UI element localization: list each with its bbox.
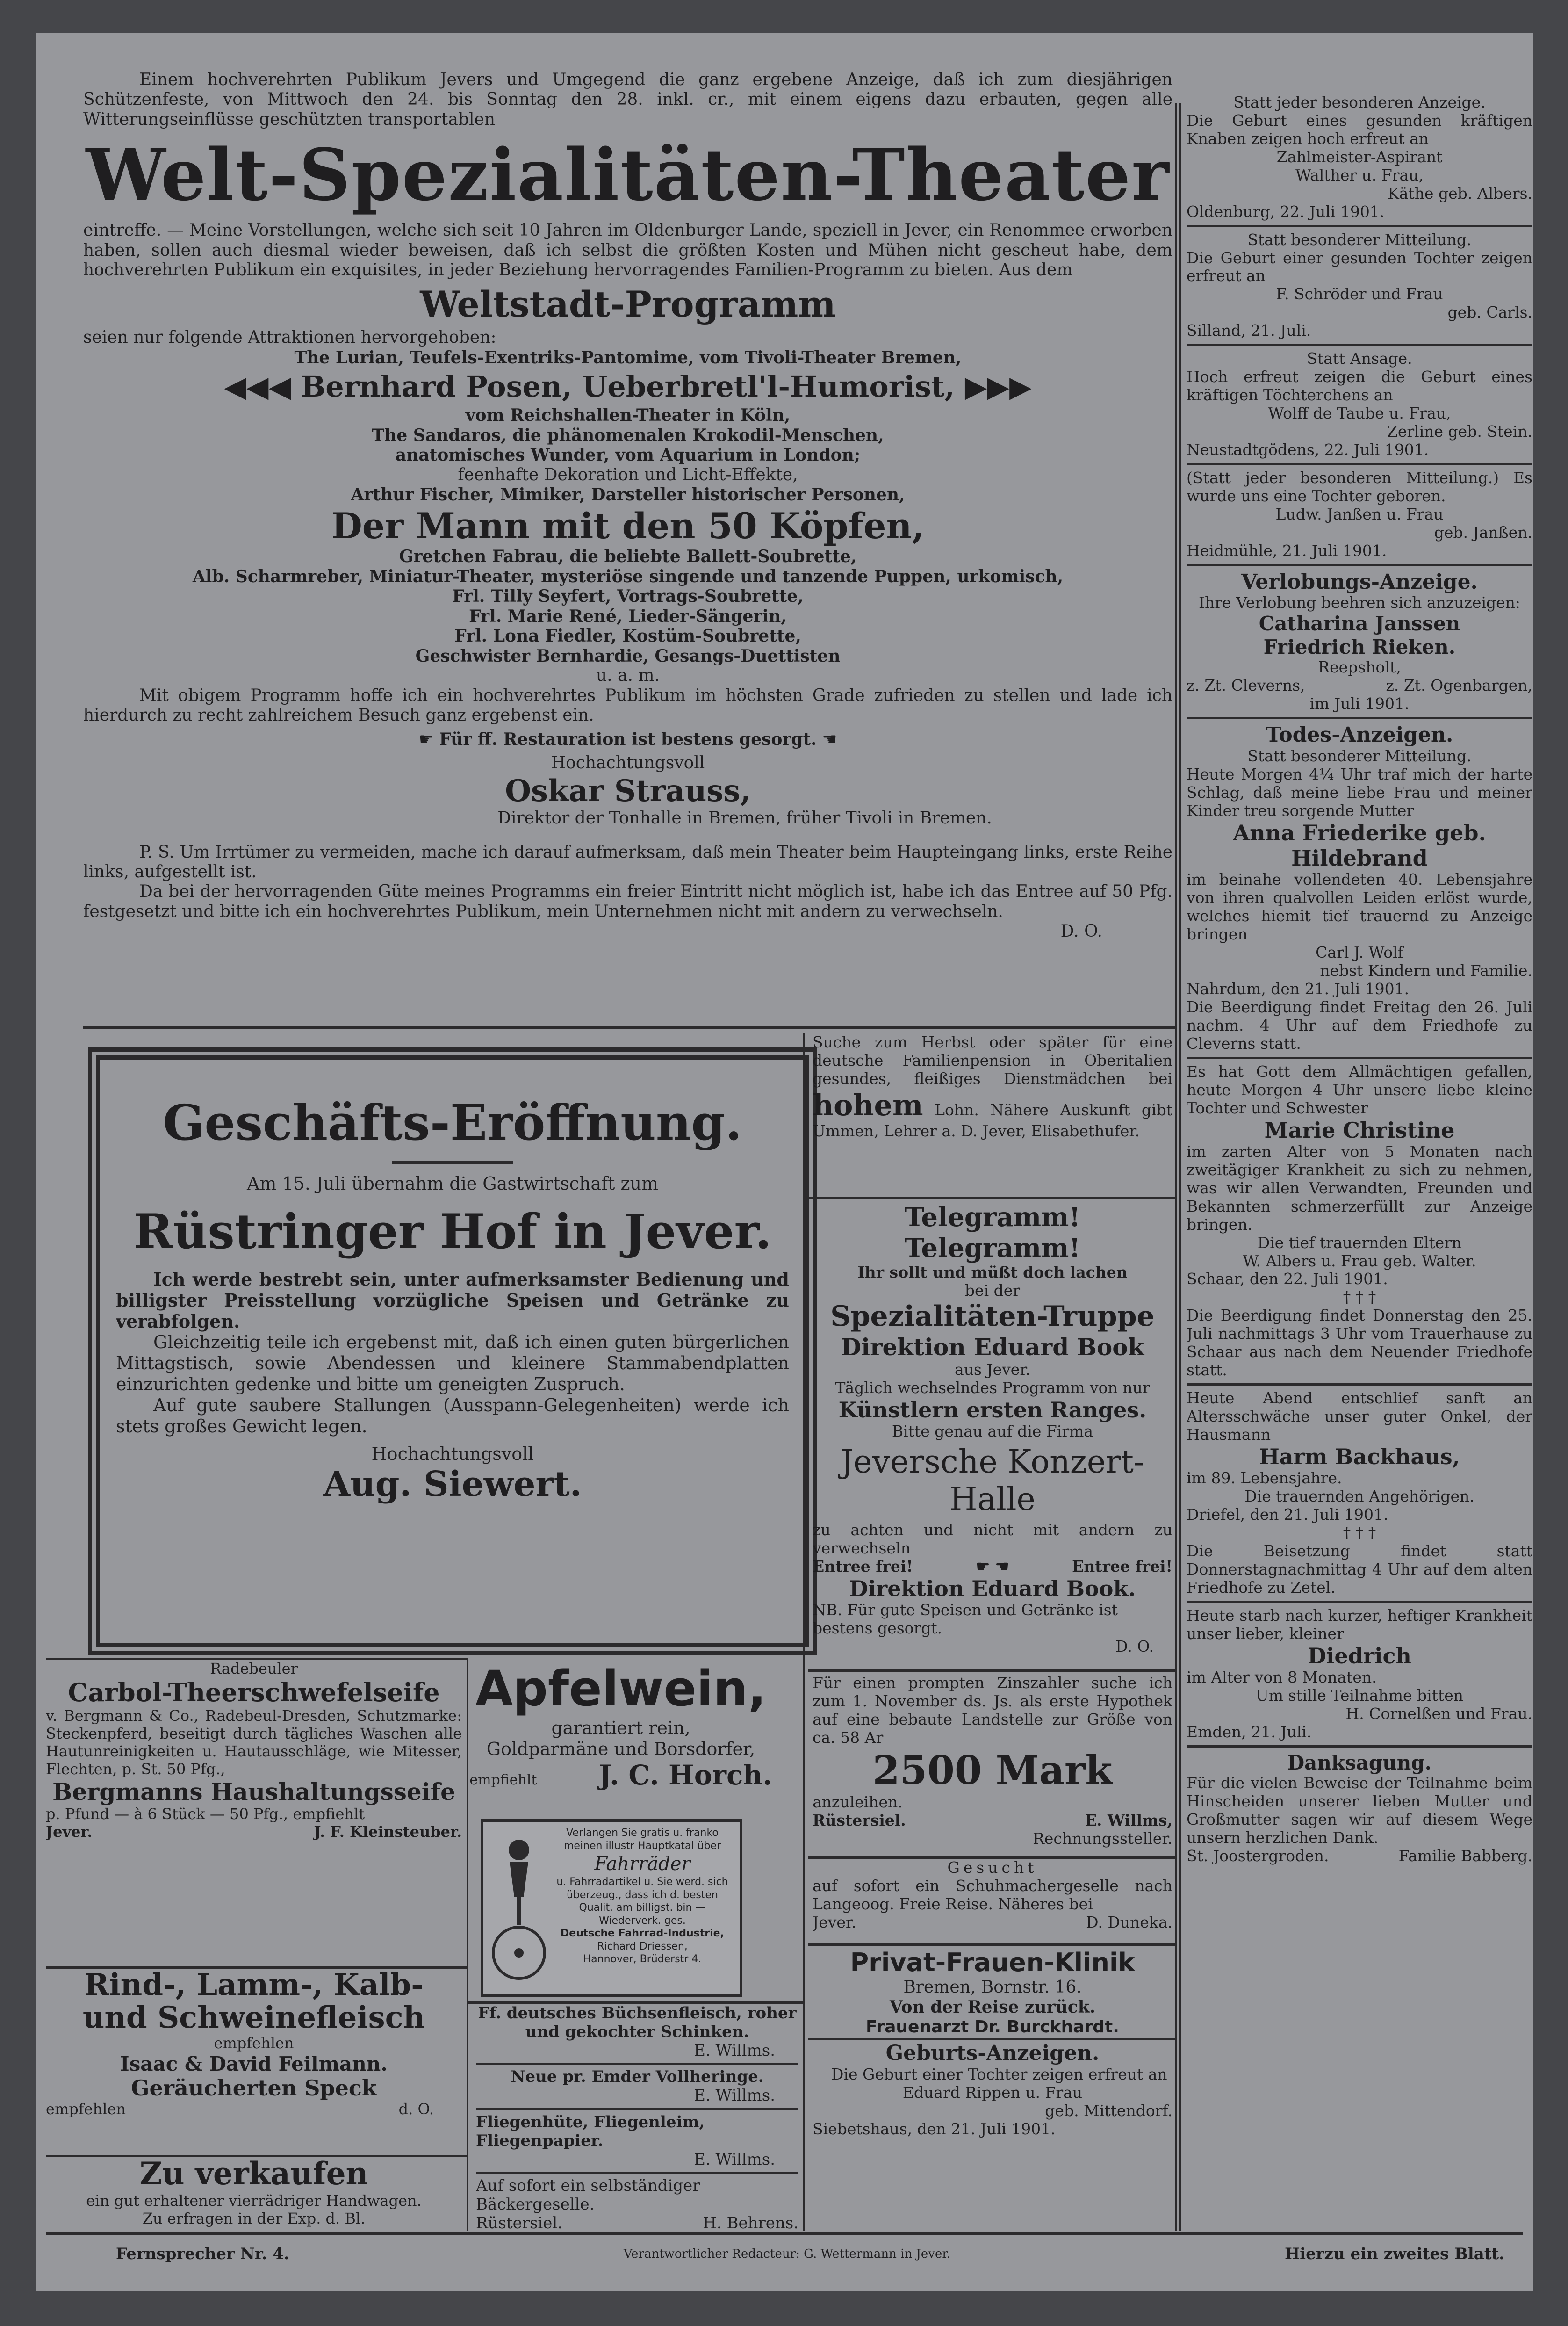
right-divider [1187, 344, 1532, 346]
telegramm-kuenstler: Künstlern ersten Ranges. [838, 1397, 1147, 1423]
mid-column-rule [803, 1033, 805, 2231]
geburt-place: Siebetshaus, den 21. Juli 1901. [813, 2119, 1056, 2138]
column-rule-main [1175, 103, 1177, 2231]
right-divider [1187, 463, 1532, 465]
fleisch-emp2: empfehlen [46, 2100, 126, 2118]
christine-text: Es hat Gott dem Allmächtigen gefallen, heute Morgen 4 Uhr unsere liebe kleine Tochter und Schwester [1187, 1062, 1532, 1117]
willms-ads [476, 2004, 798, 2233]
apfelwein-ad [439, 1660, 803, 1828]
right-divider [1187, 1745, 1532, 1748]
christine-text2: im zarten Alter von 5 Monaten nach zweitägiger Krankheit zu sich zu nehmen, was wir allen Verwandten, Freunden und Bekannten schmerzerfüllt zur Anzeige bringen. [1187, 1142, 1532, 1234]
r2-text: Die Geburt einer gesunden Tochter zeigen erfreut an [1187, 248, 1532, 285]
willms-a3: Fliegenhüte, Fliegenleim, Fliegenpapier. [476, 2112, 705, 2150]
attraction-line-posen [83, 369, 1172, 404]
attraction-list [83, 348, 1172, 686]
apfelwein-row [439, 1759, 803, 1791]
theater-sig-title: Direktor der Tonhalle in Bremen, früher Tivoli in Bremen. [497, 809, 992, 828]
verkaufen-text: ein gut erhaltener vierrädriger Handwagen. [86, 2191, 422, 2210]
verlobung-b: z. Zt. Ogenbargen, [1386, 676, 1532, 695]
attraction-line: Frl. Marie René, Lieder-Sängerin, [469, 606, 787, 626]
gesucht-place: Jever. [813, 1913, 856, 1931]
attraction-line: The Sandaros, die phänomenalen Krokodil-Menschen, [372, 425, 884, 445]
willms-a1: Ff. deutsches Büchsenfleisch, roher und gekochter Schinken. [478, 2004, 797, 2042]
carbol-ad [46, 1660, 462, 1969]
verlobung-row [1187, 677, 1532, 695]
verlobung-n1: Catharina Janssen [1259, 612, 1460, 636]
geburt-head: Geburts-Anzeigen. [885, 2041, 1100, 2065]
geschaeft-p2: Gleichzeitig teile ich ergebenst mit, daß ich einen guten bürgerlichen Mittagstisch, sowie Abendessen und kleinere Stammabendplatten einzurichten gedenke und bitte um geneigten Zuspruch. [116, 1332, 789, 1395]
right-divider [1187, 1057, 1532, 1059]
christine-sig: Die tief trauernden Eltern [1257, 1233, 1462, 1252]
backhaus-text2: Die Beisetzung findet statt Donnerstagnachmittag 4 Uhr auf dem alten Friedhofe zu Zetel. [1187, 1541, 1532, 1596]
verlobung-a: z. Zt. Cleverns, [1187, 676, 1305, 695]
dank-block [1187, 1751, 1532, 1865]
attraction-line: Frl. Lona Fiedler, Kostüm-Soubrette, [454, 626, 801, 646]
telegramm-sig: D. O. [1115, 1637, 1154, 1656]
behrens-row [476, 2214, 798, 2232]
willms-s1: E. Willms. [694, 2041, 775, 2060]
bicycle-illustration [491, 1831, 547, 1986]
backhaus-age: im 89. Lebensjahre. [1187, 1469, 1342, 1488]
geburt-geb: geb. Mittendorf. [1045, 2101, 1172, 2120]
dank-place: St. Joostergroden. [1187, 1846, 1329, 1865]
verlobung-place: Reepsholt, [1318, 658, 1401, 677]
verlobung-date: im Juli 1901. [1309, 694, 1410, 713]
telegramm-halle: Jeversche Konzert-Halle [841, 1443, 1144, 1518]
dank-head: Danksagung. [1287, 1751, 1432, 1774]
geschaeft-title: Geschäfts-Eröffnung. [163, 1094, 742, 1151]
todes-head: Todes-Anzeigen. [1266, 723, 1453, 747]
christine-place: Schaar, den 22. Juli 1901. [1187, 1270, 1388, 1288]
christine-name: Marie Christine [1264, 1117, 1455, 1143]
apfelwein-l1: garantiert rein, [551, 1717, 690, 1738]
geschaeft-ad [116, 1085, 789, 1623]
geschaeft-divider [392, 1161, 513, 1164]
klinik-ad [813, 1948, 1172, 2037]
telegramm-dir: Direktion Eduard Book [841, 1333, 1144, 1361]
r4-block [1187, 469, 1532, 560]
geburt-ad [813, 2041, 1172, 2228]
gesucht-head: Gesucht [947, 1859, 1038, 1877]
r2-place: Silland, 21. Juli. [1187, 321, 1311, 340]
apfelwein-sig: J. C. Horch. [599, 1759, 772, 1791]
theater-ps2: Da bei der hervorragenden Güte meines Programms ein freier Eintritt nicht möglich ist, habe ich das Entree auf 50 Pfg. festgesetzt und bitte ich ein hochverehrtes Publikum, mein Unternehmen nicht mit andern zu verwechseln. [83, 882, 1172, 921]
theater-ad [83, 70, 1172, 1029]
pointing-hand-left-icon: ☚ [816, 730, 837, 749]
todes-place: Nahrdum, den 21. Juli 1901. [1187, 980, 1410, 998]
fahrrad-ad [481, 1819, 742, 1997]
theater-regards: Hochachtungsvoll [551, 753, 705, 773]
suche-main: Suche zum Herbst oder später für eine deutsche Familienpension in Oberitalien gesundes, fleißiges Dienstmädchen bei [813, 1033, 1172, 1088]
r3-n2: Zerline geb. Stein. [1387, 422, 1532, 441]
right-divider [1187, 1601, 1532, 1603]
geschaeft-date: Am 15. Juli übernahm die Gastwirtschaft zum [246, 1173, 659, 1194]
theater-closing: Mit obigem Programm hoffe ich ein hochverehrtes Publikum im höchsten Grade zufrieden zu stellen und lade ich hierdurch zu recht zahlreichem Besuch ganz ergebenst ein. [83, 686, 1172, 725]
r3-text: Hoch erfreut zeigen die Geburt eines kräftigen Töchterchens an [1187, 368, 1532, 405]
newspaper-page [36, 33, 1533, 2291]
r1-text: Die Geburt eines gesunden kräftigen Knaben zeigen hoch erfreut an [1187, 111, 1532, 148]
gesucht-sig: D. Duneka. [1086, 1913, 1172, 1931]
fleisch-sig2: d. O. [398, 2100, 434, 2118]
verkaufen-text2: Zu erfragen in der Exp. d. Bl. [142, 2209, 366, 2227]
geschaeft-regards: Hochachtungsvoll [371, 1443, 534, 1464]
mid-rule-1 [808, 1197, 1175, 1199]
verkaufen-title: Zu verkaufen [139, 2156, 368, 2192]
willms-divider [476, 2172, 798, 2174]
todes-block [1187, 723, 1532, 1053]
willms-a2: Neue pr. Emder Vollheringe. [511, 2067, 764, 2087]
willms-divider [476, 2063, 798, 2065]
telegramm-title: Spezialitäten-Truppe [830, 1300, 1155, 1333]
backhaus-name: Harm Backhaus, [1259, 1444, 1460, 1469]
behrens-text: Auf sofort ein selbständiger Bäckergeselle. [476, 2176, 700, 2214]
suche-big: hohem [813, 1088, 923, 1122]
todes-text: Heute Morgen 4¼ Uhr traf mich der harte Schlag, daß meine liebe Frau und meiner Kinder treu sorgende Mutter [1187, 765, 1532, 820]
klinik-addr: Bremen, Bornstr. 16. [903, 1977, 1082, 1997]
verlobung-block [1187, 570, 1532, 714]
fahrrad-person: Richard Driessen, [597, 1940, 688, 1952]
carbol-sig: J. F. Kleinsteuber. [314, 1823, 462, 1841]
restaurant-line [83, 730, 1172, 750]
zins-sig-row [813, 1812, 1172, 1830]
column-rule-top [1179, 103, 1181, 2231]
klinik-back: Von der Reise zurück. [889, 1997, 1096, 2017]
telegramm-daily: Täglich wechselndes Programm von nur [835, 1378, 1150, 1397]
r4-n2: geb. Janßen. [1434, 523, 1532, 542]
diedrich-sig: H. Cornelßen und Frau. [1345, 1704, 1532, 1723]
attraction-line: The Lurian, Teufels-Exentriks-Pantomime, vom Tivoli-Theater Bremen, [294, 347, 962, 368]
fahrrad-firm: Deutsche Fahrrad-Industrie, [561, 1928, 724, 1939]
theater-intro: Einem hochverehrten Publikum Jevers und Umgegend die ganz ergebene Anzeige, daß ich zum diesjährigen Schützenfeste, von Mittwoch den 24. bis Sonntag den 28. inkl. cr., mit einem eigens dazu erbauten, gegen alle Witterungseinflüsse geschützten transportablen [83, 70, 1172, 129]
geburt-text: Die Geburt einer Tochter zeigen erfreut an [831, 2065, 1167, 2083]
carbol-place: Jever. [46, 1823, 93, 1841]
telegramm-l2: bei der [964, 1281, 1021, 1300]
diedrich-name: Diedrich [1308, 1643, 1411, 1669]
r1-names: Zahlmeister-Aspirant [1276, 147, 1443, 166]
telegramm-aus: aus Jever. [955, 1360, 1030, 1379]
carbol-title2: Bergmanns Haushaltungsseife [52, 1778, 455, 1806]
verkaufen-ad [46, 2156, 462, 2231]
footer-left: Fernsprecher Nr. 4. [116, 2245, 289, 2263]
willms-divider [476, 2108, 798, 2110]
r1-n2: Walther u. Frau, [1295, 166, 1424, 184]
dank-sig: Familie Babberg. [1398, 1846, 1532, 1865]
zins-place: Rüstersiel. [813, 1811, 906, 1829]
suche-text [813, 1033, 1172, 1141]
diedrich-text: Heute starb nach kurzer, heftiger Krankheit unser lieber, kleiner [1187, 1606, 1532, 1643]
fahrrad-text [549, 1827, 736, 1966]
todes-text2: im beinahe vollendeten 40. Lebensjahre von ihren qualvollen Leiden erlöst wurde, welches hiemit tief trauernd zu Anzeige bringen [1187, 870, 1532, 944]
telegramm-nb: NB. Für gute Speisen und Getränke ist bestens gesorgt. [813, 1601, 1118, 1638]
bicycle-rider-icon [491, 1831, 547, 1986]
right-divider [1187, 1383, 1532, 1386]
christine-block [1187, 1063, 1532, 1380]
attraction-line: Geschwister Bernhardie, Gesangs-Duettisten [415, 646, 841, 666]
r3-place: Neustadtgödens, 22. Juli 1901. [1187, 440, 1429, 459]
theater-paragraph: eintreffe. — Meine Vorstellungen, welche sich seit 10 Jahren im Oldenburger Lande, speziell in Jever, ein Renommee erworben haben, sollen auch diesmal wieder beweisen, daß ich selbst die größten Kosten und Mühen nicht gescheut habe, dem hochverehrten Publikum ein exquisites, in jeder Beziehung hervorragendes Familien-Programm zu bieten. Aus dem [83, 221, 1172, 280]
attraction-line: Frl. Tilly Seyfert, Vortrags-Soubrette, [452, 586, 804, 607]
attraction-line: vom Reichshallen-Theater in Köln, [465, 405, 791, 426]
fleisch-title: Rind-, Lamm-, Kalb- und Schweinefleisch [82, 1969, 425, 2036]
attraction-line: Arthur Fischer, Mimiker, Darsteller historischer Personen, [351, 485, 905, 505]
carbol-text2: p. Pfund — à 6 Stück — 50 Pfg., empfiehlt [46, 1805, 365, 1823]
diedrich-age: im Alter von 8 Monaten. [1187, 1668, 1377, 1686]
theater-ps1: P. S. Um Irrtümer zu vermeiden, mache ich darauf aufmerksam, daß mein Theater beim Haupteingang links, erste Reihe links, aufgestellt ist. [83, 842, 1172, 881]
todes-sig: Carl J. Wolf [1316, 943, 1403, 962]
geschaeft-p3: Auf gute saubere Stallungen (Ausspann-Gelegenheiten) werde ich stets großes Gewicht legen. [116, 1394, 789, 1437]
attraction-line: Gretchen Fabrau, die beliebte Ballett-Soubrette, [399, 547, 857, 567]
geschaeft-p1: Ich werde bestrebt sein, unter aufmerksamster Bedienung und billigster Preisstellung vorzügliche Speisen und Getränke zu verabfolgen. [116, 1268, 789, 1332]
r1-head: Statt jeder besonderen Anzeige. [1233, 94, 1486, 111]
fleisch-row [46, 2101, 462, 2118]
r2-head: Statt besonderer Mitteilung. [1247, 230, 1472, 249]
mid-rule-4 [808, 1943, 1175, 1946]
apfelwein-emp: empfiehlt [469, 1772, 537, 1789]
christine-crosses: † † † [1343, 1288, 1376, 1307]
klinik-title: Privat-Frauen-Klinik [850, 1948, 1135, 1977]
verlobung-text: Ihre Verlobung beehren sich anzuzeigen: [1198, 593, 1521, 612]
fahrrad-addr: Hannover, Brüderstr 4. [583, 1953, 702, 1965]
geschaeft-name: Rüstringer Hof in Jever. [133, 1203, 772, 1260]
backhaus-block [1187, 1389, 1532, 1597]
attraction-posen: Bernhard Posen, Ueberbretl'l-Humorist, [301, 369, 955, 404]
gesucht-ad [813, 1859, 1172, 1943]
christine-text3: Die Beerdigung findet Donnerstag den 25. Juli nachmittags 3 Uhr vom Trauerhause zu Schaar aus nach dem Neuender Friedhofe statt. [1187, 1306, 1532, 1380]
apfelwein-l2: Goldparmäne und Borsdorfer, [486, 1738, 755, 1759]
christine-sig2: W. Albers u. Frau geb. Walter. [1243, 1251, 1476, 1270]
fahrrad-l1: Verlangen Sie gratis u. franko meinen illustr Hauptkatal über [564, 1827, 721, 1852]
right-divider [1187, 564, 1532, 566]
zins-text: Für einen prompten Zinszahler suche ich zum 1. November ds. Js. als erste Hypothek auf eine bebaute Landstelle zur Größe von ca. 58 Ar [813, 1674, 1172, 1747]
arrows-left-icon: ◀◀◀ [224, 369, 301, 404]
backhaus-text: Heute Abend entschlief sanft an Altersschwäche unser guter Onkel, der Hausmann [1187, 1389, 1532, 1444]
fleisch-sig: Isaac & David Feilmann. [120, 2052, 388, 2075]
backhaus-place: Driefel, den 21. Juli 1901. [1187, 1505, 1388, 1524]
attraction-line: u. a. m. [596, 666, 660, 686]
todes-sig2: nebst Kindern und Familie. [1320, 961, 1532, 980]
behrens-place: Rüstersiel. [476, 2214, 563, 2233]
r4-place: Heidmühle, 21. Juli 1901. [1187, 541, 1387, 560]
theater-ps-sig: D. O. [1060, 922, 1102, 941]
telegramm-entree-row [813, 1558, 1172, 1576]
right-divider [1187, 225, 1532, 227]
gesucht-text: auf sofort ein Schuhmachergeselle nach Langeoog. Freie Reise. Näheres bei [813, 1876, 1172, 1913]
right-column [1187, 94, 1532, 2231]
mid-rule-2 [808, 1669, 1175, 1672]
r4-text: (Statt jeder besonderen Mitteilung.) Es wurde uns eine Tochter geboren. [1187, 468, 1532, 505]
theater-signature: Oskar Strauss, [505, 773, 751, 809]
dank-text: Für die vielen Beweise der Teilnahme beim Hinscheiden unserer lieben Mutter und Großmutter sagen wir auf diesem Wege unsern herzlichen Dank. [1187, 1774, 1532, 1847]
theater-headline: Welt-Spezialitäten-Theater [86, 133, 1170, 217]
restaurant-text: Für ff. Restauration ist bestens gesorgt. [439, 729, 817, 749]
attraction-line: feenhafte Dekoration und Licht-Effekte, [458, 465, 798, 484]
r1-block [1187, 94, 1532, 221]
hands-icon: ☛ ☚ [976, 1557, 1009, 1576]
r3-block [1187, 350, 1532, 459]
carbol-pre: Radebeuler [210, 1660, 298, 1677]
behrens-sig: H. Behrens. [703, 2214, 798, 2233]
carbol-text: v. Bergmann & Co., Radebeul-Dresden, Schutzmarke: Steckenpferd, beseitigt durch tägliches Waschen alle Hautunreinigkeiten u. Hautausschläge, wie Mitesser, Flechten, p. St. 50 Pfg., [46, 1707, 462, 1778]
zinszahler-ad [813, 1674, 1172, 1861]
zins-sig2: Rechnungssteller. [1033, 1829, 1172, 1848]
r1-n3: Käthe geb. Albers. [1388, 184, 1532, 202]
backhaus-crosses: † † † [1343, 1523, 1376, 1542]
footer-center: Verantwortlicher Redacteur: G. Wettermann in Jever. [623, 2247, 951, 2261]
right-divider [1187, 717, 1532, 719]
r2-n1: F. Schröder und Frau [1276, 285, 1443, 303]
suche-rest: Lohn. Nähere Auskunft gibt Ummen, Lehrer a. D. Jever, Elisabethufer. [813, 1100, 1172, 1140]
r3-n1: Wolff de Taube u. Frau, [1268, 404, 1451, 422]
verlobung-n2: Friedrich Rieken. [1263, 635, 1456, 658]
arrows-right-icon: ▶▶▶ [955, 369, 1032, 404]
fahrrad-title: Fahrräder [594, 1853, 690, 1875]
todes-name: Anna Friederike geb. Hildebrand [1233, 820, 1486, 871]
carbol-title: Carbol-Theerschwefelseife [68, 1677, 440, 1707]
attraction-50-koepfe: Der Mann mit den 50 Köpfen, [331, 505, 925, 547]
zins-anz: anzuleihen. [813, 1792, 903, 1811]
klinik-doc: Frauenarzt Dr. Burckhardt. [866, 2017, 1119, 2037]
apfelwein-title: Apfelwein, [475, 1660, 767, 1717]
pointing-hand-right-icon: ☛ [418, 730, 439, 749]
backhaus-sig: Die trauernden Angehörigen. [1244, 1487, 1474, 1506]
r2-block [1187, 231, 1532, 340]
footer-right: Hierzu ein zweites Blatt. [1285, 2245, 1504, 2263]
fleisch-speck: Geräucherten Speck [131, 2075, 377, 2101]
entree-right: Entree frei! [1072, 1557, 1172, 1576]
footer [46, 2238, 1523, 2270]
diedrich-text2: Um stille Teilnahme bitten [1255, 1686, 1464, 1705]
dank-row [1187, 1847, 1532, 1865]
attraction-line: Alb. Scharmreber, Miniatur-Theater, mysteriöse singende und tanzende Puppen, urkomisch, [192, 566, 1064, 586]
mid-rule-5 [808, 2038, 1175, 2040]
telegramm-acht: zu achten und nicht mit andern zu verwechseln [813, 1521, 1172, 1558]
r1-place: Oldenburg, 22. Juli 1901. [1187, 202, 1385, 221]
diedrich-block [1187, 1607, 1532, 1741]
fleisch-ad [46, 1969, 462, 2156]
attraction-line: anatomisches Wunder, vom Aquarium in London; [395, 445, 861, 465]
todes-sub: Statt besonderer Mitteilung. [1247, 747, 1472, 766]
geschaeft-sig: Aug. Siewert. [323, 1464, 582, 1505]
telegramm-dir2: Direktion Eduard Book. [849, 1576, 1136, 1602]
telegramm-ad [813, 1202, 1172, 1683]
fahrrad-l2: u. Fahrradartikel u. Sie werd. sich überzeug., dass ich d. besten Qualit. am billigst. bin — Wiederverk. ges. [556, 1876, 728, 1927]
willms-s2: E. Willms. [694, 2086, 775, 2105]
verlobung-head: Verlobungs-Anzeige. [1241, 570, 1478, 594]
fleisch-emp: empfehlen [214, 2034, 294, 2052]
carbol-sig-row [46, 1823, 462, 1841]
gesucht-sig-row [813, 1914, 1172, 1932]
telegramm-head: Telegramm! Telegramm! [905, 1202, 1080, 1264]
r4-n1: Ludw. Janßen u. Frau [1275, 505, 1444, 523]
program-title: Weltstadt-Programm [420, 283, 836, 325]
r3-head: Statt Ansage. [1307, 349, 1412, 368]
r2-n2: geb. Carls. [1447, 303, 1532, 322]
zins-sig: E. Willms, [1085, 1811, 1172, 1829]
willms-s3: E. Willms. [694, 2150, 775, 2169]
attractions-sub: seien nur folgende Attraktionen hervorgehoben: [83, 328, 496, 347]
geburt-names: Eduard Rippen u. Frau [902, 2083, 1083, 2102]
entree-left: Entree frei! [813, 1557, 913, 1576]
diedrich-place: Emden, 21. Juli. [1187, 1722, 1312, 1741]
suche-ad [813, 1033, 1172, 1192]
zins-amount: 2500 Mark [872, 1747, 1113, 1793]
telegramm-bitte: Bitte genau auf die Firma [892, 1422, 1093, 1440]
todes-text3: Die Beerdigung findet Freitag den 26. Juli nachm. 4 Uhr auf dem Friedhofe zu Cleverns statt. [1187, 998, 1532, 1053]
telegramm-l1: Ihr sollt und müßt doch lachen [857, 1263, 1128, 1282]
